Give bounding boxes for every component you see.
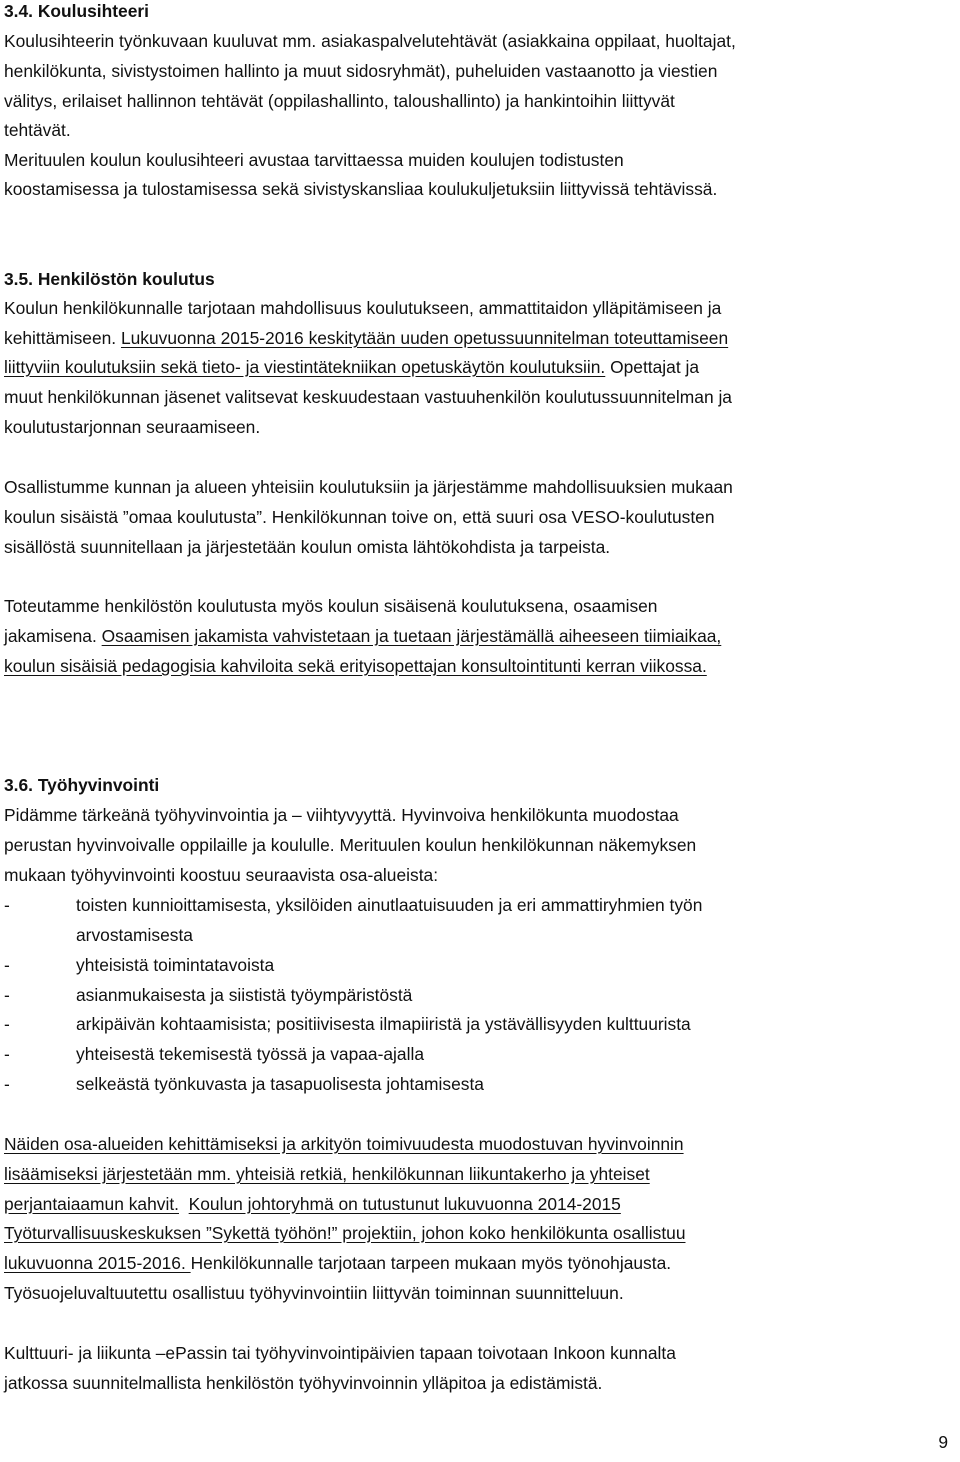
list-item: yhteisistä toimintatavoista	[76, 955, 275, 975]
paragraph-line: Kulttuuri- ja liikunta –ePassin tai työhyvinvointipäivien tapaan toivotaan Inkoon kunnalta	[4, 1343, 676, 1363]
list-item: yhteisestä tekemisestä työssä ja vapaa-ajalla	[76, 1044, 424, 1064]
list-item: toisten kunnioittamisesta, yksilöiden ainutlaatuisuuden ja eri ammattiryhmien työn	[76, 895, 703, 915]
paragraph-line: Merituulen koulun koulusihteeri avustaa tarvittaessa muiden koulujen todistusten	[4, 150, 624, 170]
paragraph-line	[4, 1193, 621, 1215]
text-run: Henkilökunnalle tarjotaan tarpeen mukaan myös työnohjausta.	[190, 1253, 672, 1273]
list-item: arkipäivän kohtaamisista; positiivisesta ilmapiiristä ja ystävällisyyden kulttuurista	[76, 1014, 691, 1034]
paragraph-line	[4, 356, 699, 378]
underlined-text: liittyviin koulutuksiin sekä tieto- ja viestintätekniikan opetuskäytön koulutuksiin.	[4, 357, 606, 377]
section-heading-henkiloston-koulutus: 3.5. Henkilöstön koulutus	[4, 269, 215, 289]
paragraph-line: koulun sisäistä ”omaa koulutusta”. Henkilökunnan toive on, että suuri osa VESO-koulutusten	[4, 507, 715, 527]
text-run: kehittämiseen.	[4, 328, 121, 348]
text-run: jakamisena.	[4, 626, 102, 646]
underlined-text: Näiden osa-alueiden kehittämiseksi ja arkityön toimivuudesta muodostuvan hyvinvoinnin	[4, 1134, 684, 1154]
paragraph-line: välitys, erilaiset hallinnon tehtävät (oppilashallinto, taloushallinto) ja hankintoihin liittyvät	[4, 91, 675, 111]
paragraph-line: tehtävät.	[4, 120, 71, 140]
paragraph-line: sisällöstä suunnitellaan ja järjestetään koulun omista lähtökohdista ja tarpeista.	[4, 537, 611, 557]
paragraph-line: jatkossa suunnitelmallista henkilöstön työhyvinvoinnin ylläpitoa ja edistämistä.	[4, 1373, 603, 1393]
list-bullet: -	[4, 1014, 10, 1034]
section-heading-tyohyvinvointi: 3.6. Työhyvinvointi	[4, 775, 160, 795]
paragraph-line: koulutustarjonnan seuraamiseen.	[4, 417, 261, 437]
list-bullet: -	[4, 1074, 10, 1094]
list-item: selkeästä työnkuvasta ja tasapuolisesta johtamisesta	[76, 1074, 484, 1094]
paragraph-line: koostamisessa ja tulostamisessa sekä sivistyskansliaa koulukuljetuksiin liittyvissä tehtävissä.	[4, 179, 718, 199]
paragraph-line	[4, 1222, 686, 1244]
list-bullet: -	[4, 955, 10, 975]
paragraph-line	[4, 327, 728, 349]
underlined-text: lukuvuonna 2015-2016.	[4, 1253, 191, 1273]
underlined-text: lisäämiseksi järjestetään mm. yhteisiä retkiä, henkilökunnan liikuntakerho ja yhteiset	[4, 1164, 650, 1184]
paragraph-line: muut henkilökunnan jäsenet valitsevat keskuudestaan vastuuhenkilön koulutussuunnitelman ja	[4, 387, 732, 407]
paragraph-line	[4, 625, 721, 647]
list-bullet: -	[4, 985, 10, 1005]
paragraph-line: perustan hyvinvoivalle oppilaille ja koululle. Merituulen koulun henkilökunnan näkemyksen	[4, 835, 697, 855]
page-number: 9	[938, 1432, 948, 1452]
paragraph-line	[4, 1163, 650, 1185]
section-heading-koulusihteeri: 3.4. Koulusihteeri	[4, 1, 149, 21]
list-bullet: -	[4, 895, 10, 915]
paragraph-line	[4, 1252, 671, 1274]
underlined-text: koulun sisäisiä pedagogisia kahviloita sekä erityisopettajan konsultointitunti kerran viikossa.	[4, 656, 707, 676]
text-run: Opettajat ja	[605, 357, 700, 377]
underlined-text: Lukuvuonna 2015-2016 keskitytään uuden opetussuunnitelman toteuttamiseen	[120, 328, 729, 348]
paragraph-line	[4, 655, 707, 677]
paragraph-line: Koulun henkilökunnalle tarjotaan mahdollisuus koulutukseen, ammattitaidon ylläpitämiseen ja	[4, 298, 722, 318]
paragraph-line: mukaan työhyvinvointi koostuu seuraavista osa-alueista:	[4, 865, 439, 885]
list-bullet: -	[4, 1044, 10, 1064]
underlined-text: perjantaiaamun kahvit.	[4, 1194, 179, 1214]
paragraph-line: henkilökunta, sivistystoimen hallinto ja muut sidosryhmät), puheluiden vastaanotto ja viestien	[4, 61, 718, 81]
paragraph-line: Työsuojeluvaltuutettu osallistuu työhyvinvointiin liittyvän toiminnan suunnitteluun.	[4, 1283, 624, 1303]
text-gap	[179, 1194, 189, 1214]
list-item: asianmukaisesta ja siististä työympäristöstä	[76, 985, 413, 1005]
paragraph-line: Pidämme tärkeänä työhyvinvointia ja – viihtyvyyttä. Hyvinvoiva henkilökunta muodostaa	[4, 805, 679, 825]
paragraph-line	[4, 1133, 684, 1155]
underlined-text: Osaamisen jakamista vahvistetaan ja tuetaan järjestämällä aiheeseen tiimiaikaa,	[101, 626, 722, 646]
paragraph-line: Koulusihteerin työnkuvaan kuuluvat mm. asiakaspalvelutehtävät (asiakkaina oppilaat, huoltajat,	[4, 31, 736, 51]
list-item-continuation: arvostamisesta	[76, 925, 193, 945]
paragraph-line: Toteutamme henkilöstön koulutusta myös koulun sisäisenä koulutuksena, osaamisen	[4, 596, 658, 616]
underlined-text: Työturvallisuuskeskuksen ”Sykettä työhön!” projektiin, johon koko henkilökunta osallistuu	[4, 1223, 686, 1243]
paragraph-line: Osallistumme kunnan ja alueen yhteisiin koulutuksiin ja järjestämme mahdollisuuksien mukaan	[4, 477, 733, 497]
underlined-text: Koulun johtoryhmä on tutustunut lukuvuonna 2014-2015	[188, 1194, 621, 1214]
